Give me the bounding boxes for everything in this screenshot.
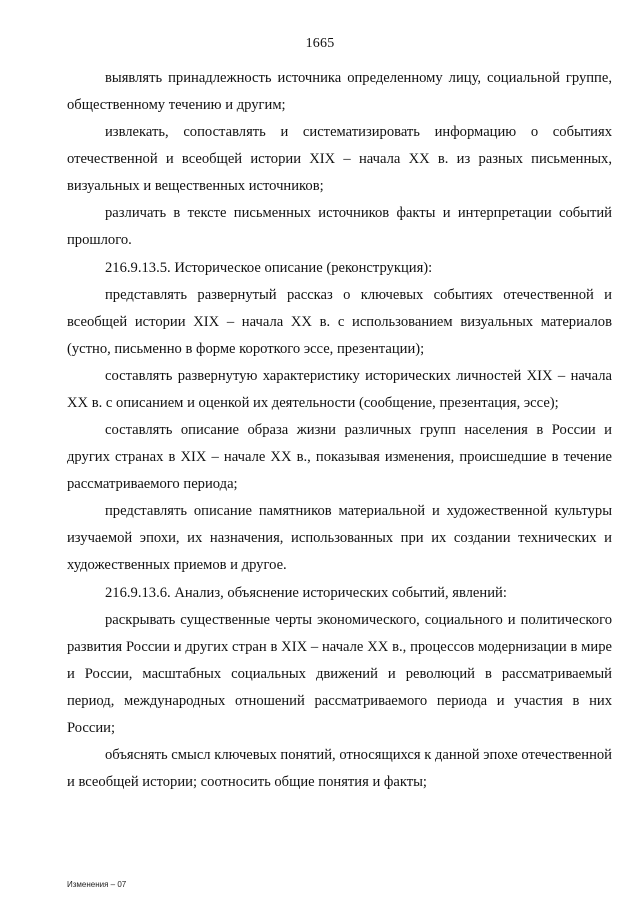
paragraph: объяснять смысл ключевых понятий, относящихся к данной эпохе отечественной и всеобщей истории; соотносить общие понятия и факты; <box>67 747 612 790</box>
paragraph: извлекать, сопоставлять и систематизировать информацию о событиях отечественной и всеобщей истории XIX – начала XX в. из разных письменных, визуальных и вещественных источников; <box>67 124 612 194</box>
paragraph: составлять описание образа жизни различных групп населения в России и других странах в XIX – начале XX в., показывая изменения, происшедшие в течение рассматриваемого периода; <box>67 422 612 492</box>
document-body <box>67 65 612 796</box>
paragraph: составлять развернутую характеристику исторических личностей XIX – начала XX в. с описанием и оценкой их деятельности (сообщение, презентация, эссе); <box>67 368 612 411</box>
footer-revision-note: Изменения – 07 <box>67 880 127 889</box>
page-number: 1665 <box>305 36 335 51</box>
paragraph: представлять развернутый рассказ о ключевых событиях отечественной и всеобщей истории XIX – начала XX в. с использованием визуальных материалов (устно, письменно в форме короткого эссе, презентации); <box>67 287 612 357</box>
paragraph: различать в тексте письменных источников факты и интерпретации событий прошлого. <box>67 205 612 248</box>
paragraph: раскрывать существенные черты экономического, социального и политического развития России и других стран в XIX – начале XX в., процессов модернизации в мире и России, масштабных социальных движений и революций в рассматриваемый период, международных отношений рассматриваемого периода и участия в них России; <box>67 612 612 736</box>
section-heading: 216.9.13.5. Историческое описание (реконструкция): <box>105 260 433 276</box>
paragraph: представлять описание памятников материальной и художественной культуры изучаемой эпохи, их назначения, использованных при их создании технических и художественных приемов и другое. <box>67 503 612 573</box>
section-heading: 216.9.13.6. Анализ, объяснение исторических событий, явлений: <box>105 585 507 601</box>
paragraph: выявлять принадлежность источника определенному лицу, социальной группе, общественному течению и другим; <box>67 70 612 113</box>
